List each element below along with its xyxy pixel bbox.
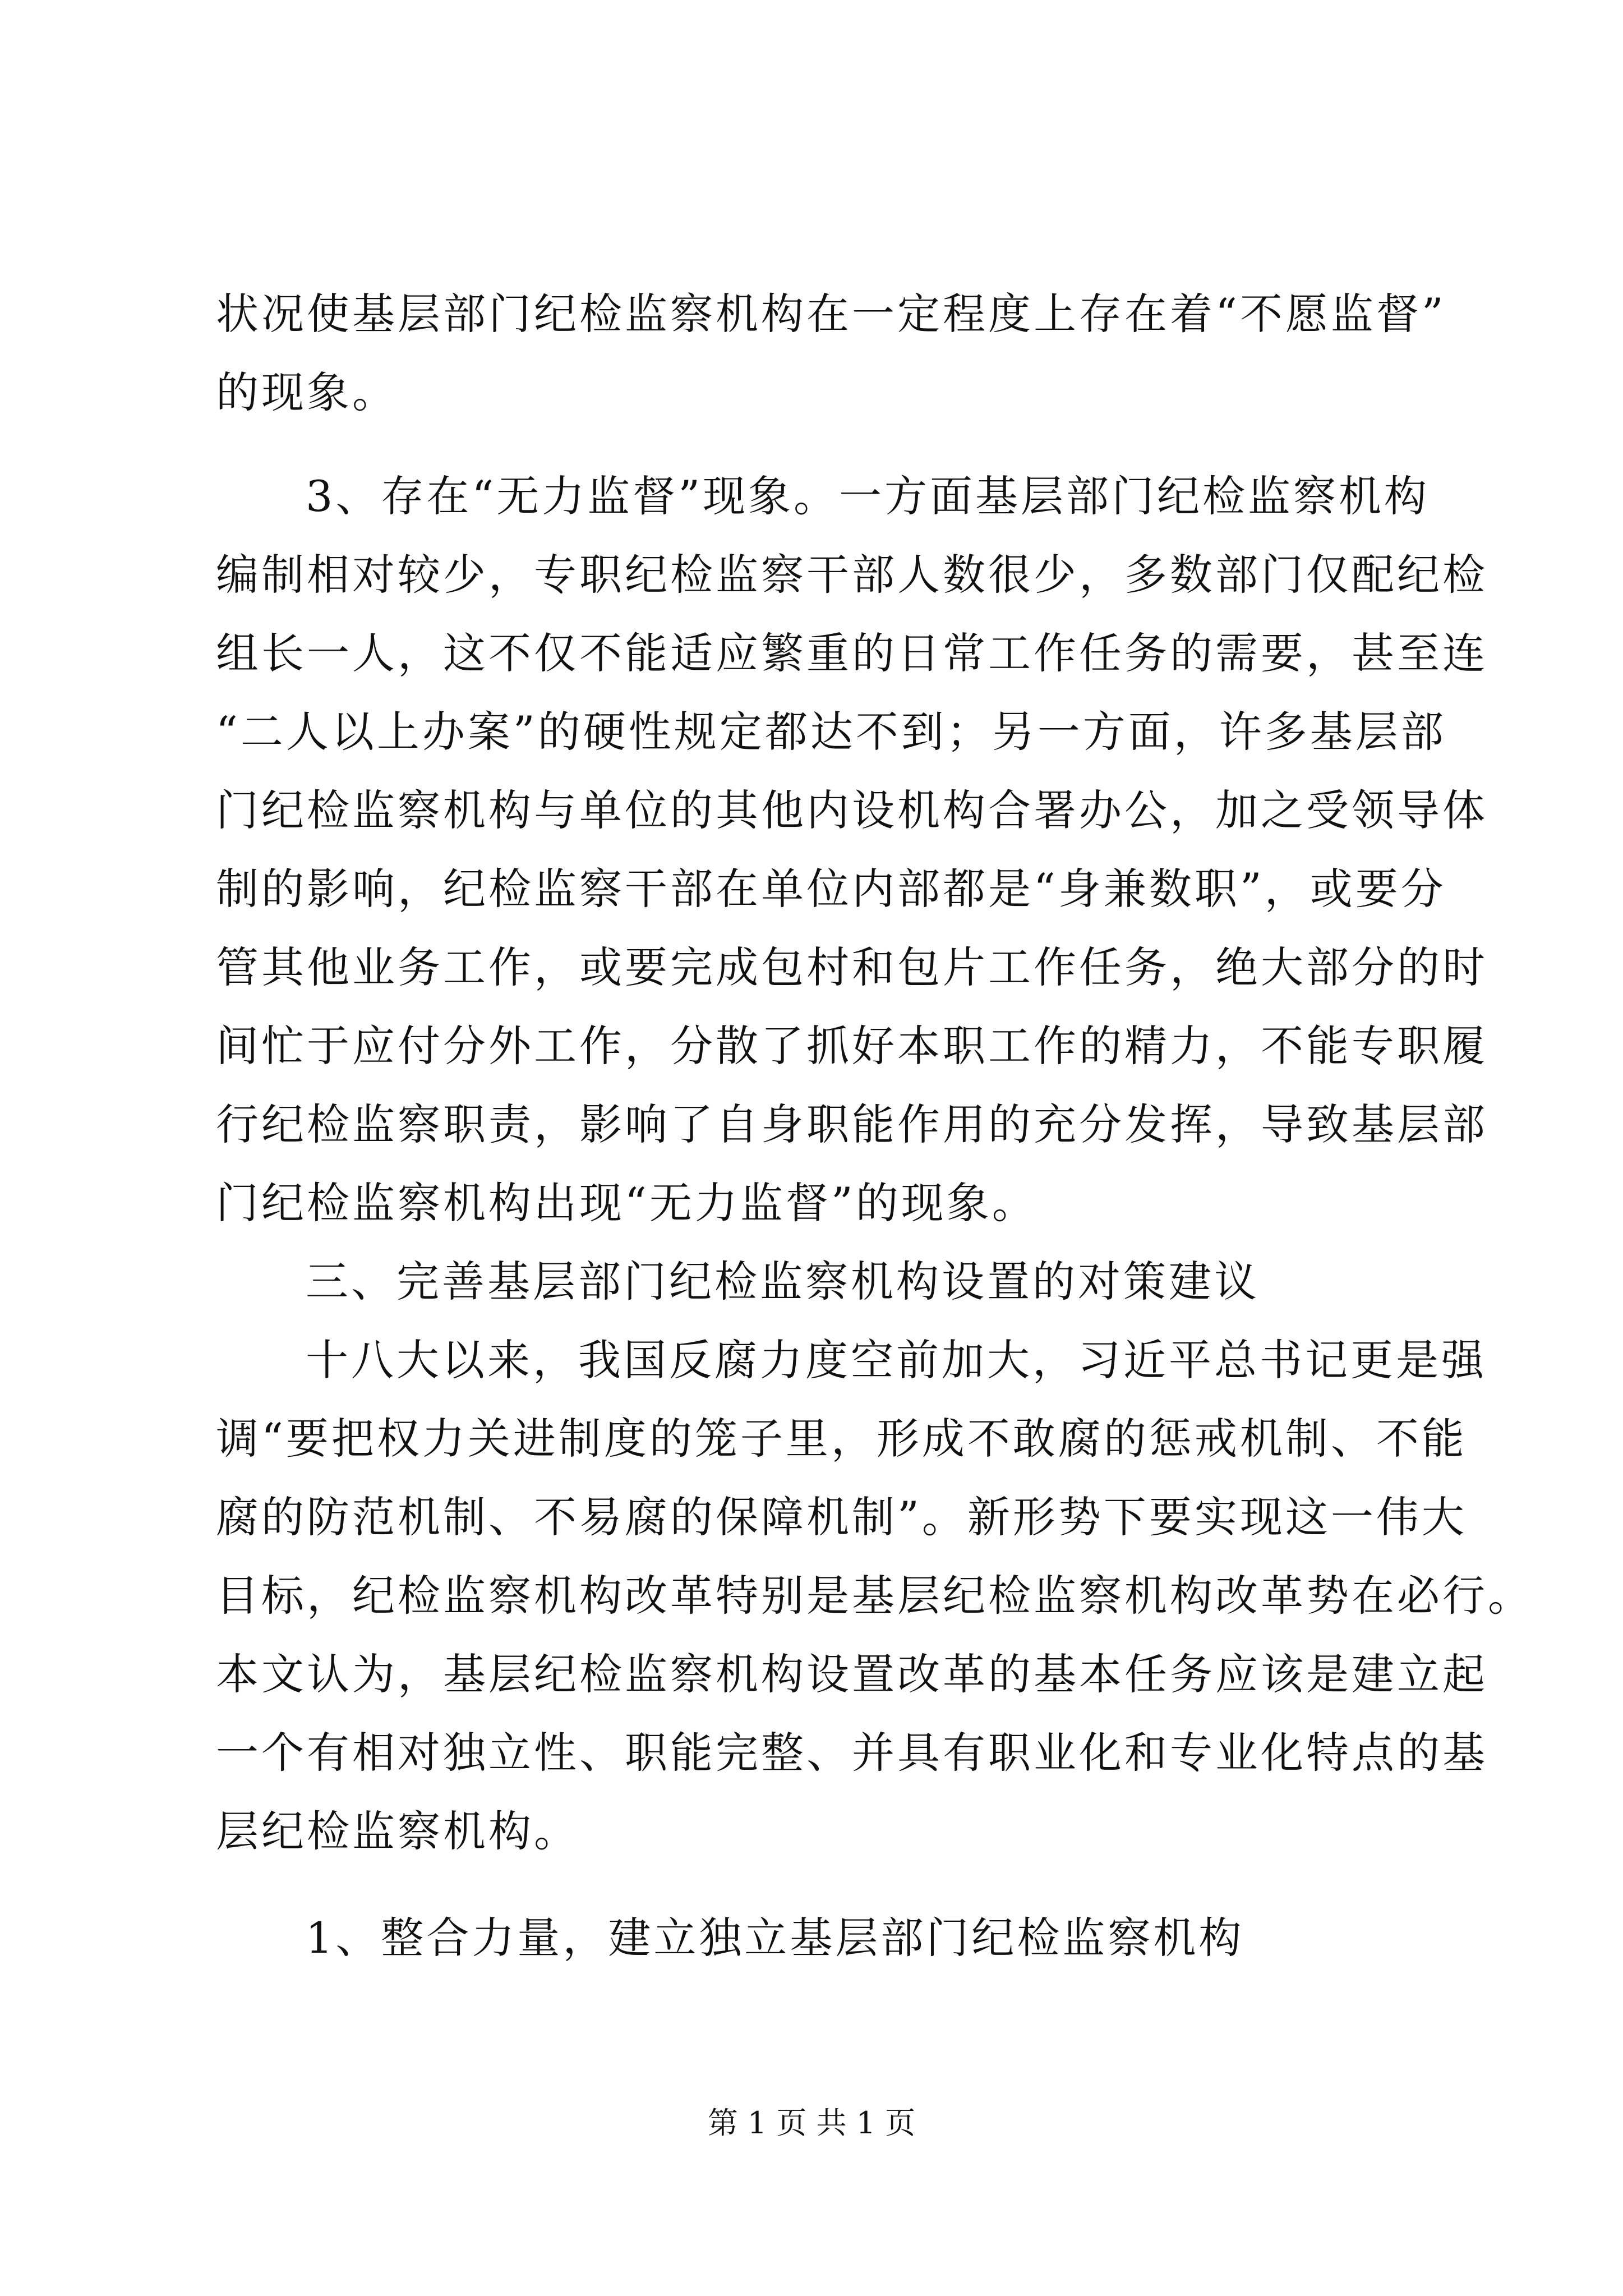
text-line: “二人以上办案”的硬性规定都达不到；另一方面，许多基层部 (216, 707, 1446, 757)
text-line: 编制相对较少，专职纪检监察干部人数很少，多数部门仅配纪检 (216, 550, 1488, 600)
text-line: 组长一人，这不仅不能适应繁重的日常工作任务的需要，甚至连 (216, 628, 1488, 678)
text-line: 调“要把权力关进制度的笼子里，形成不敢腐的惩戒机制、不能 (216, 1414, 1467, 1464)
text-line: 层纪检监察机构。 (216, 1806, 579, 1856)
text-line: 腐的防范机制、不易腐的保障机制”。新形势下要实现这一伟大 (216, 1492, 1467, 1542)
text-line: 行纪检监察职责，影响了自身职能作用的充分发挥，导致基层部 (216, 1099, 1488, 1149)
text-line: 一个有相对独立性、职能完整、并具有职业化和专业化特点的基 (216, 1728, 1488, 1778)
text-line: 门纪检监察机构与单位的其他内设机构合署办公，加之受领导体 (216, 785, 1488, 835)
text-line: 管其他业务工作，或要完成包村和包片工作任务，绝大部分的时 (216, 942, 1488, 992)
text-line: 十八大以来，我国反腐力度空前加大，习近平总书记更是强 (306, 1335, 1487, 1385)
text-line: 的现象。 (216, 367, 398, 417)
page-footer: 第 1 页 共 1 页 (707, 2105, 916, 2141)
text-line: 状况使基层部门纪检监察机构在一定程度上存在着“不愿监督” (216, 289, 1446, 339)
section-heading: 三、完善基层部门纪检监察机构设置的对策建议 (306, 1257, 1260, 1306)
text-line: 间忙于应付分外工作，分散了抓好本职工作的精力，不能专职履 (216, 1021, 1488, 1071)
text-line: 本文认为，基层纪检监察机构设置改革的基本任务应该是建立起 (216, 1649, 1488, 1699)
subsection-heading: 1、整合力量，建立独立基层部门纪检监察机构 (306, 1913, 1244, 1963)
text-line: 3、存在“无力监督”现象。一方面基层部门纪检监察机构 (306, 471, 1430, 521)
text-line: 制的影响，纪检监察干部在单位内部都是“身兼数职”，或要分 (216, 864, 1446, 914)
text-line: 目标，纪检监察机构改革特别是基层纪检监察机构改革势在必行。 (216, 1571, 1533, 1621)
text-line: 门纪检监察机构出现“无力监督”的现象。 (216, 1178, 1038, 1228)
